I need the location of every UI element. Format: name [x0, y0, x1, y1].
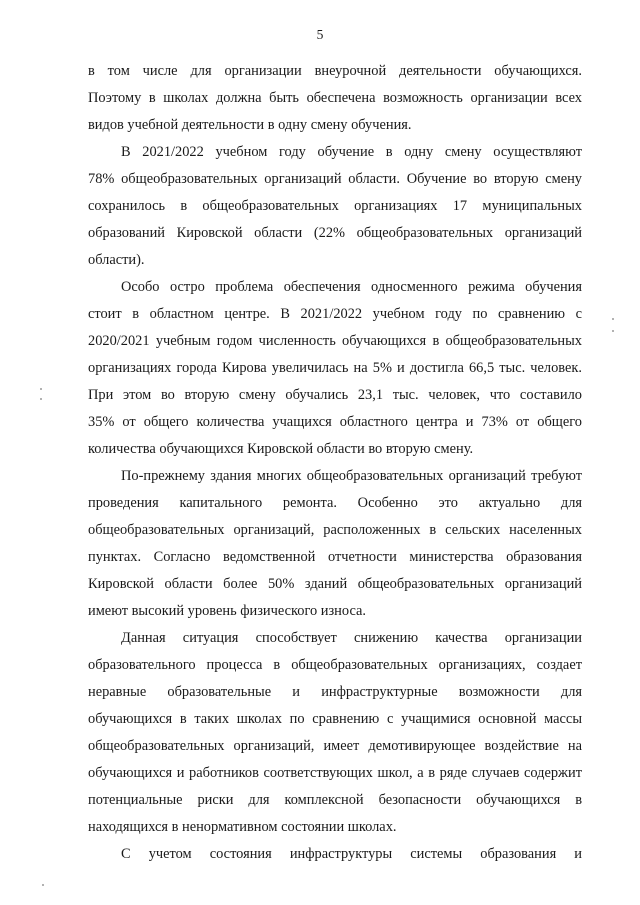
text-line: организациях города Кирова увеличилась на 5% и достигла 66,5 тыс. человек.	[88, 360, 582, 376]
text-line: области).	[88, 252, 145, 268]
text-line: По-прежнему здания многих общеобразовательных организаций требуют	[121, 468, 582, 484]
text-line: 35% от общего количества учащихся областного центра и 73% от общего	[88, 414, 582, 430]
text-line: обучающихся и работников соответствующих школ, а в ряде случаев содержит	[88, 765, 582, 781]
text-line: неравные образовательные и инфраструктурные возможности для	[88, 684, 582, 700]
scan-speck	[612, 318, 614, 320]
text-line: видов учебной деятельности в одну смену обучения.	[88, 117, 412, 133]
text-line: Данная ситуация способствует снижению качества организации	[121, 630, 582, 646]
text-line: 2020/2021 учебным годом численность обучающихся в общеобразовательных	[88, 333, 582, 349]
text-line: общеобразовательных организаций, расположенных в сельских населенных	[88, 522, 582, 538]
text-line: образовательного процесса в общеобразовательных организациях, создает	[88, 657, 582, 673]
text-line: имеют высокий уровень физического износа.	[88, 603, 366, 619]
text-line: количества обучающихся Кировской области во вторую смену.	[88, 441, 474, 457]
text-line: Поэтому в школах должна быть обеспечена возможность организации всех	[88, 90, 582, 106]
scan-speck	[40, 398, 42, 400]
scan-speck	[612, 330, 614, 332]
text-line: При этом во вторую смену обучались 23,1 тыс. человек, что составило	[88, 387, 582, 403]
text-line: 78% общеобразовательных организаций области. Обучение во вторую смену	[88, 171, 582, 187]
text-line: в том числе для организации внеурочной деятельности обучающихся.	[88, 63, 582, 79]
text-line: общеобразовательных организаций, имеет демотивирующее воздействие на	[88, 738, 582, 754]
text-line: С учетом состояния инфраструктуры системы образования и	[121, 846, 582, 862]
text-line: образований Кировской области (22% общеобразовательных организаций	[88, 225, 582, 241]
scan-speck	[42, 884, 44, 886]
scan-speck	[40, 388, 42, 390]
text-line: проведения капитального ремонта. Особенно это актуально для	[88, 495, 582, 511]
page-number: 5	[316, 27, 324, 42]
text-line: В 2021/2022 учебном году обучение в одну смену осуществляют	[121, 144, 582, 160]
text-line: Кировской области более 50% зданий общеобразовательных организаций	[88, 576, 582, 592]
text-line: находящихся в ненормативном состоянии школах.	[88, 819, 397, 835]
text-line: стоит в областном центре. В 2021/2022 учебном году по сравнению с	[88, 306, 582, 322]
text-line: Особо остро проблема обеспечения односменного режима обучения	[121, 279, 582, 295]
text-line: пунктах. Согласно ведомственной отчетности министерства образования	[88, 549, 582, 565]
text-line: обучающихся в таких школах по сравнению с учащимися основной массы	[88, 711, 582, 727]
text-line: сохранилось в общеобразовательных организациях 17 муниципальных	[88, 198, 582, 214]
text-line: потенциальные риски для комплексной безопасности обучающихся в	[88, 792, 582, 808]
